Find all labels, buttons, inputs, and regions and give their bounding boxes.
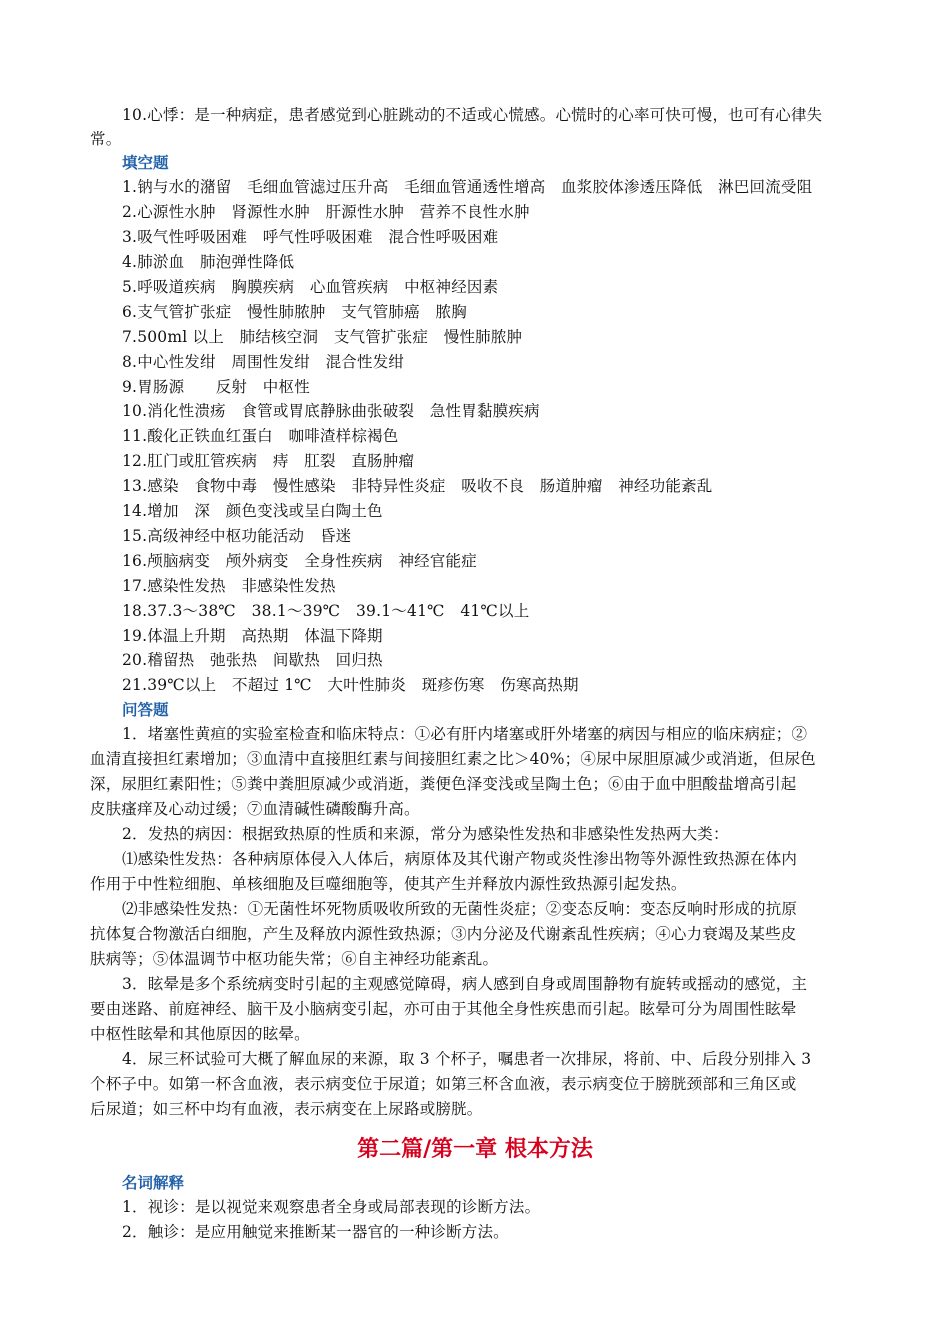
- answer-item: 16.颅脑病变 颅外病变 全身性疾病 神经官能症: [122, 552, 477, 570]
- paragraph-line: 后尿道；如三杯中均有血液，表示病变在上尿路或膀胱。: [90, 1100, 483, 1118]
- answer-item: 12.肛门或肛管疾病 痔 肛裂 直肠肿瘤: [122, 452, 415, 470]
- paragraph-line: 深，尿胆红素阳性；⑤粪中粪胆原减少或消逝，粪便色泽变浅或呈陶土色；⑥由于血中胆酸盐增高引起: [90, 775, 797, 793]
- answer-item: 20.稽留热 弛张热 间歇热 回归热: [122, 651, 383, 669]
- paragraph-line: ⑵非感染性发热：①无菌性坏死物质吸收所致的无菌性炎症；②变态反响：变态反响时形成的抗原: [122, 900, 798, 918]
- answer-item: 1.钠与水的潴留 毛细血管滤过压升高 毛细血管通透性增高 血浆胶体渗透压降低 淋巴回流受阻: [122, 178, 813, 196]
- term-item: 2．触诊：是应用触觉来推断某一器官的一种诊断方法。: [122, 1223, 509, 1241]
- paragraph-line: ⑴感染性发热：各种病原体侵入人体后，病原体及其代谢产物或炎性渗出物等外源性致热源在体内: [122, 850, 798, 868]
- chapter-title: 第二篇/第一章 根本方法: [357, 1136, 593, 1162]
- paragraph-line: 肤病等；⑤体温调节中枢功能失常；⑥自主神经功能紊乱。: [90, 950, 499, 968]
- paragraph-line: 作用于中性粒细胞、单核细胞及巨噬细胞等，使其产生并释放内源性致热源引起发热。: [90, 875, 687, 893]
- answer-item: 18.37.3～38℃ 38.1～39℃ 39.1～41℃ 41℃以上: [122, 602, 530, 620]
- answer-item: 14.增加 深 颜色变浅或呈白陶土色: [122, 502, 383, 520]
- paragraph-line: 2．发热的病因：根据致热原的性质和来源，常分为感染性发热和非感染性发热两大类：: [122, 825, 729, 843]
- section-heading-fill-blank: 填空题: [122, 154, 169, 172]
- paragraph-line: 中枢性眩晕和其他原因的眩晕。: [90, 1025, 310, 1043]
- answer-item: 6.支气管扩张症 慢性肺脓肿 支气管肺癌 脓胸: [122, 303, 467, 321]
- paragraph-line: 皮肤瘙痒及心动过缓；⑦血清碱性磷酸酶升高。: [90, 800, 420, 818]
- answer-item: 3.吸气性呼吸困难 呼气性呼吸困难 混合性呼吸困难: [122, 228, 499, 246]
- section-heading-qa: 问答题: [122, 701, 169, 719]
- paragraph-line: 4．尿三杯试验可大概了解血尿的来源，取 3 个杯子，嘱患者一次排尿，将前、中、后段分别排入 3: [122, 1050, 812, 1068]
- paragraph-line: 个杯子中。如第一杯含血液，表示病变位于尿道；如第三杯含血液，表示病变位于膀胱颈部和三角区或: [90, 1075, 797, 1093]
- answer-item: 2.心源性水肿 肾源性水肿 肝源性水肿 营养不良性水肿: [122, 203, 530, 221]
- answer-item: 21.39℃以上 不超过 1℃ 大叶性肺炎 斑疹伤寒 伤寒高热期: [122, 676, 579, 694]
- answer-item: 11.酸化正铁血红蛋白 咖啡渣样棕褐色: [122, 427, 399, 445]
- section-heading-terms: 名词解释: [122, 1174, 185, 1192]
- answer-item: 9.胃肠源 反射 中枢性: [122, 378, 310, 396]
- paragraph-line: 常。: [90, 130, 122, 148]
- answer-item: 17.感染性发热 非感染性发热: [122, 577, 336, 595]
- paragraph-line: 1．堵塞性黄疸的实验室检查和临床特点：①必有肝内堵塞或肝外堵塞的病因与相应的临床病症；②: [122, 725, 808, 743]
- answer-item: 8.中心性发绀 周围性发绀 混合性发绀: [122, 353, 405, 371]
- paragraph-line: 要由迷路、前庭神经、脑干及小脑病变引起，亦可由于其他全身性疾患而引起。眩晕可分为周围性眩晕: [90, 1000, 797, 1018]
- answer-item: 15.高级神经中枢功能活动 昏迷: [122, 527, 352, 545]
- paragraph-line: 抗体复合物激活白细胞，产生及释放内源性致热源；③内分泌及代谢紊乱性疾病；④心力衰竭及某些皮: [90, 925, 797, 943]
- answer-item: 4.肺淤血 肺泡弹性降低: [122, 253, 295, 271]
- paragraph-line: 10.心悸：是一种病症，患者感觉到心脏跳动的不适或心慌感。心慌时的心率可快可慢，也可有心律失: [122, 106, 823, 124]
- answer-item: 10.消化性溃疡 食管或胃底静脉曲张破裂 急性胃黏膜疾病: [122, 402, 540, 420]
- answer-item: 7.500ml 以上 肺结核空洞 支气管扩张症 慢性肺脓肿: [122, 328, 523, 346]
- paragraph-line: 3．眩晕是多个系统病变时引起的主观感觉障碍，病人感到自身或周围静物有旋转或摇动的感觉，主: [122, 975, 808, 993]
- answer-item: 13.感染 食物中毒 慢性感染 非特异性炎症 吸收不良 肠道肿瘤 神经功能紊乱: [122, 477, 713, 495]
- term-item: 1．视诊：是以视觉来观察患者全身或局部表现的诊断方法。: [122, 1198, 541, 1216]
- answer-item: 5.呼吸道疾病 胸膜疾病 心血管疾病 中枢神经因素: [122, 278, 499, 296]
- answer-item: 19.体温上升期 高热期 体温下降期: [122, 627, 383, 645]
- paragraph-line: 血清直接担红素增加；③血清中直接胆红素与间接胆红素之比＞40%；④尿中尿胆原减少或消逝，但尿色: [90, 750, 816, 768]
